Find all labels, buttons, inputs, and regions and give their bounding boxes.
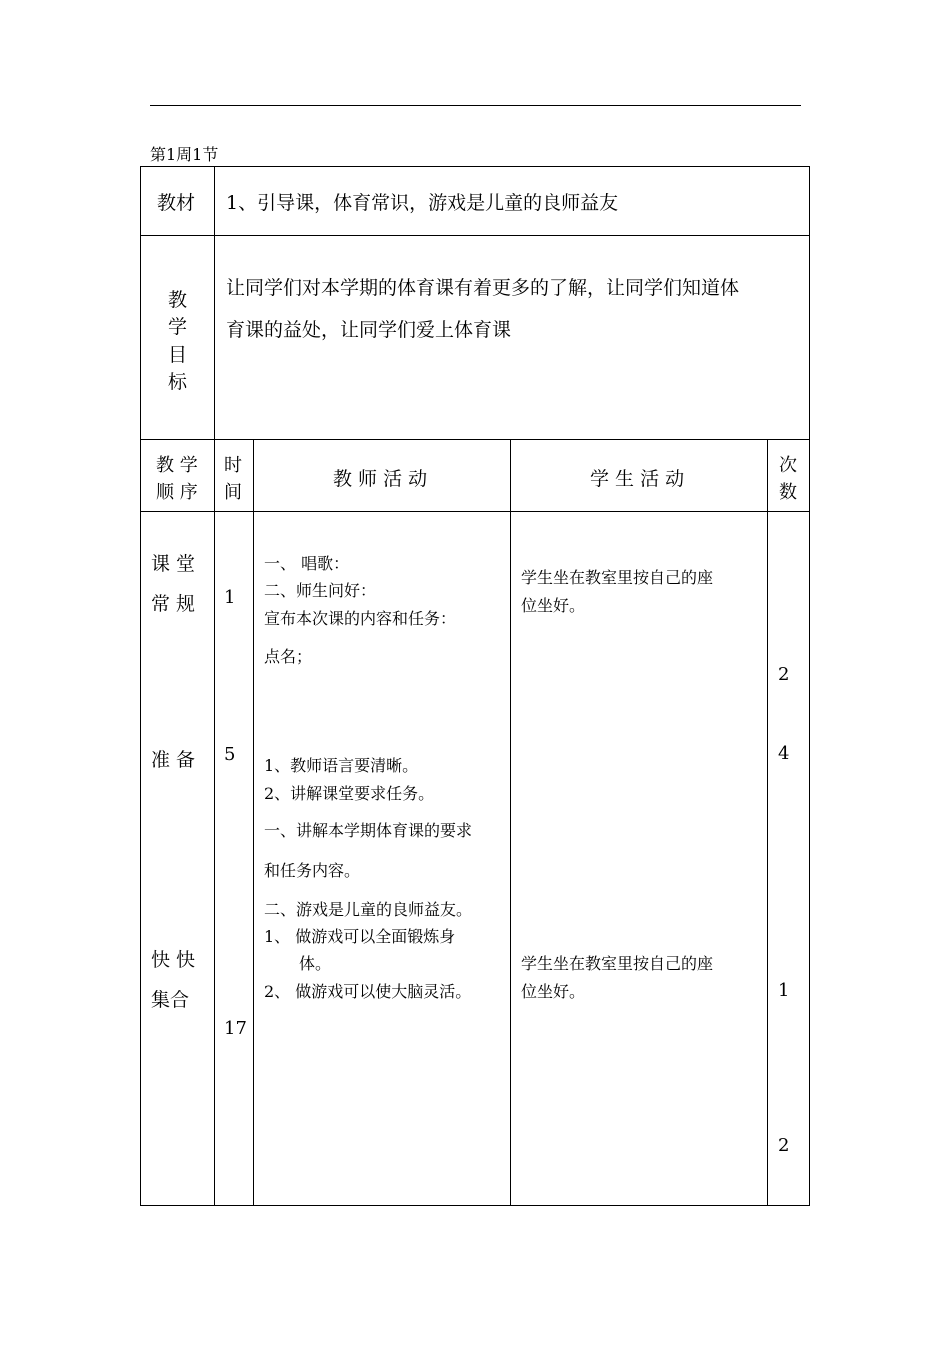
table-border-right [809, 166, 810, 1206]
material-value: 1、引导课，体育常识，游戏是儿童的良师益友 [226, 192, 619, 214]
objective-text-line: 育课的益处，让同学们爱上体育课 [226, 319, 512, 341]
teacher-activity-line: 2、讲解课堂要求任务。 [264, 784, 435, 803]
objective-label-char: 学 [168, 316, 188, 338]
objective-label-char: 教 [168, 289, 188, 311]
count-value: 1 [778, 980, 790, 1001]
header-count: 次 [779, 455, 797, 476]
header-student-activity: 学 生 活 动 [590, 468, 685, 490]
material-label: 教材 [157, 192, 196, 214]
teacher-activity-line: 一、 唱歌： [264, 554, 350, 573]
header-time: 时 [224, 455, 242, 476]
section-assemble: 集合 [151, 989, 190, 1011]
col-divider [253, 439, 254, 1206]
week-label: 第1周1节 [150, 145, 219, 164]
teacher-activity-line: 体。 [299, 954, 332, 973]
teacher-activity-line: 二、游戏是儿童的良师益友。 [264, 900, 473, 919]
student-activity-line: 位坐好。 [521, 982, 586, 1001]
header-rule [150, 105, 801, 106]
time-value: 17 [224, 1018, 247, 1039]
time-value: 1 [224, 587, 236, 608]
row-divider [140, 439, 810, 440]
student-activity-line: 学生坐在教室里按自己的座 [521, 954, 714, 973]
teacher-activity-line: 宣布本次课的内容和任务： [264, 609, 457, 628]
section-routine: 常 规 [151, 593, 196, 615]
count-value: 2 [778, 664, 790, 685]
student-activity-line: 位坐好。 [521, 596, 586, 615]
section-prep: 准 备 [151, 749, 196, 771]
teacher-activity-line: 一、讲解本学期体育课的要求 [264, 821, 473, 840]
section-routine: 课 堂 [151, 553, 196, 575]
teacher-activity-line: 1、 做游戏可以全面锻炼身 [264, 927, 456, 946]
objective-label-char: 标 [168, 371, 188, 393]
header-time: 间 [224, 482, 242, 503]
row-divider [140, 235, 810, 236]
teacher-activity-line: 和任务内容。 [264, 861, 361, 880]
col-divider [767, 439, 768, 1206]
teacher-activity-line: 1、教师语言要清晰。 [264, 756, 419, 775]
col-divider [510, 439, 511, 1206]
teacher-activity-line: 点名； [264, 647, 313, 666]
student-activity-line: 学生坐在教室里按自己的座 [521, 568, 714, 587]
count-value: 4 [778, 743, 790, 764]
col-divider [214, 166, 215, 1206]
time-value: 5 [224, 744, 236, 765]
table-border-bottom [140, 1205, 810, 1206]
teacher-activity-line: 二、师生问好： [264, 581, 377, 600]
table-border-top [140, 166, 810, 167]
objective-label-char: 目 [168, 344, 188, 366]
header-count: 数 [779, 482, 797, 503]
header-sequence: 教 学 [156, 455, 198, 476]
section-assemble: 快 快 [151, 949, 196, 971]
table-border-left [140, 166, 141, 1206]
count-value: 2 [778, 1135, 790, 1156]
objective-text-line: 让同学们对本学期的体育课有着更多的了解，让同学们知道体 [226, 277, 740, 299]
row-divider [140, 511, 810, 512]
header-teacher-activity: 教 师 活 动 [333, 468, 428, 490]
teacher-activity-line: 2、 做游戏可以使大脑灵活。 [264, 982, 472, 1001]
header-sequence: 顺 序 [156, 482, 198, 503]
